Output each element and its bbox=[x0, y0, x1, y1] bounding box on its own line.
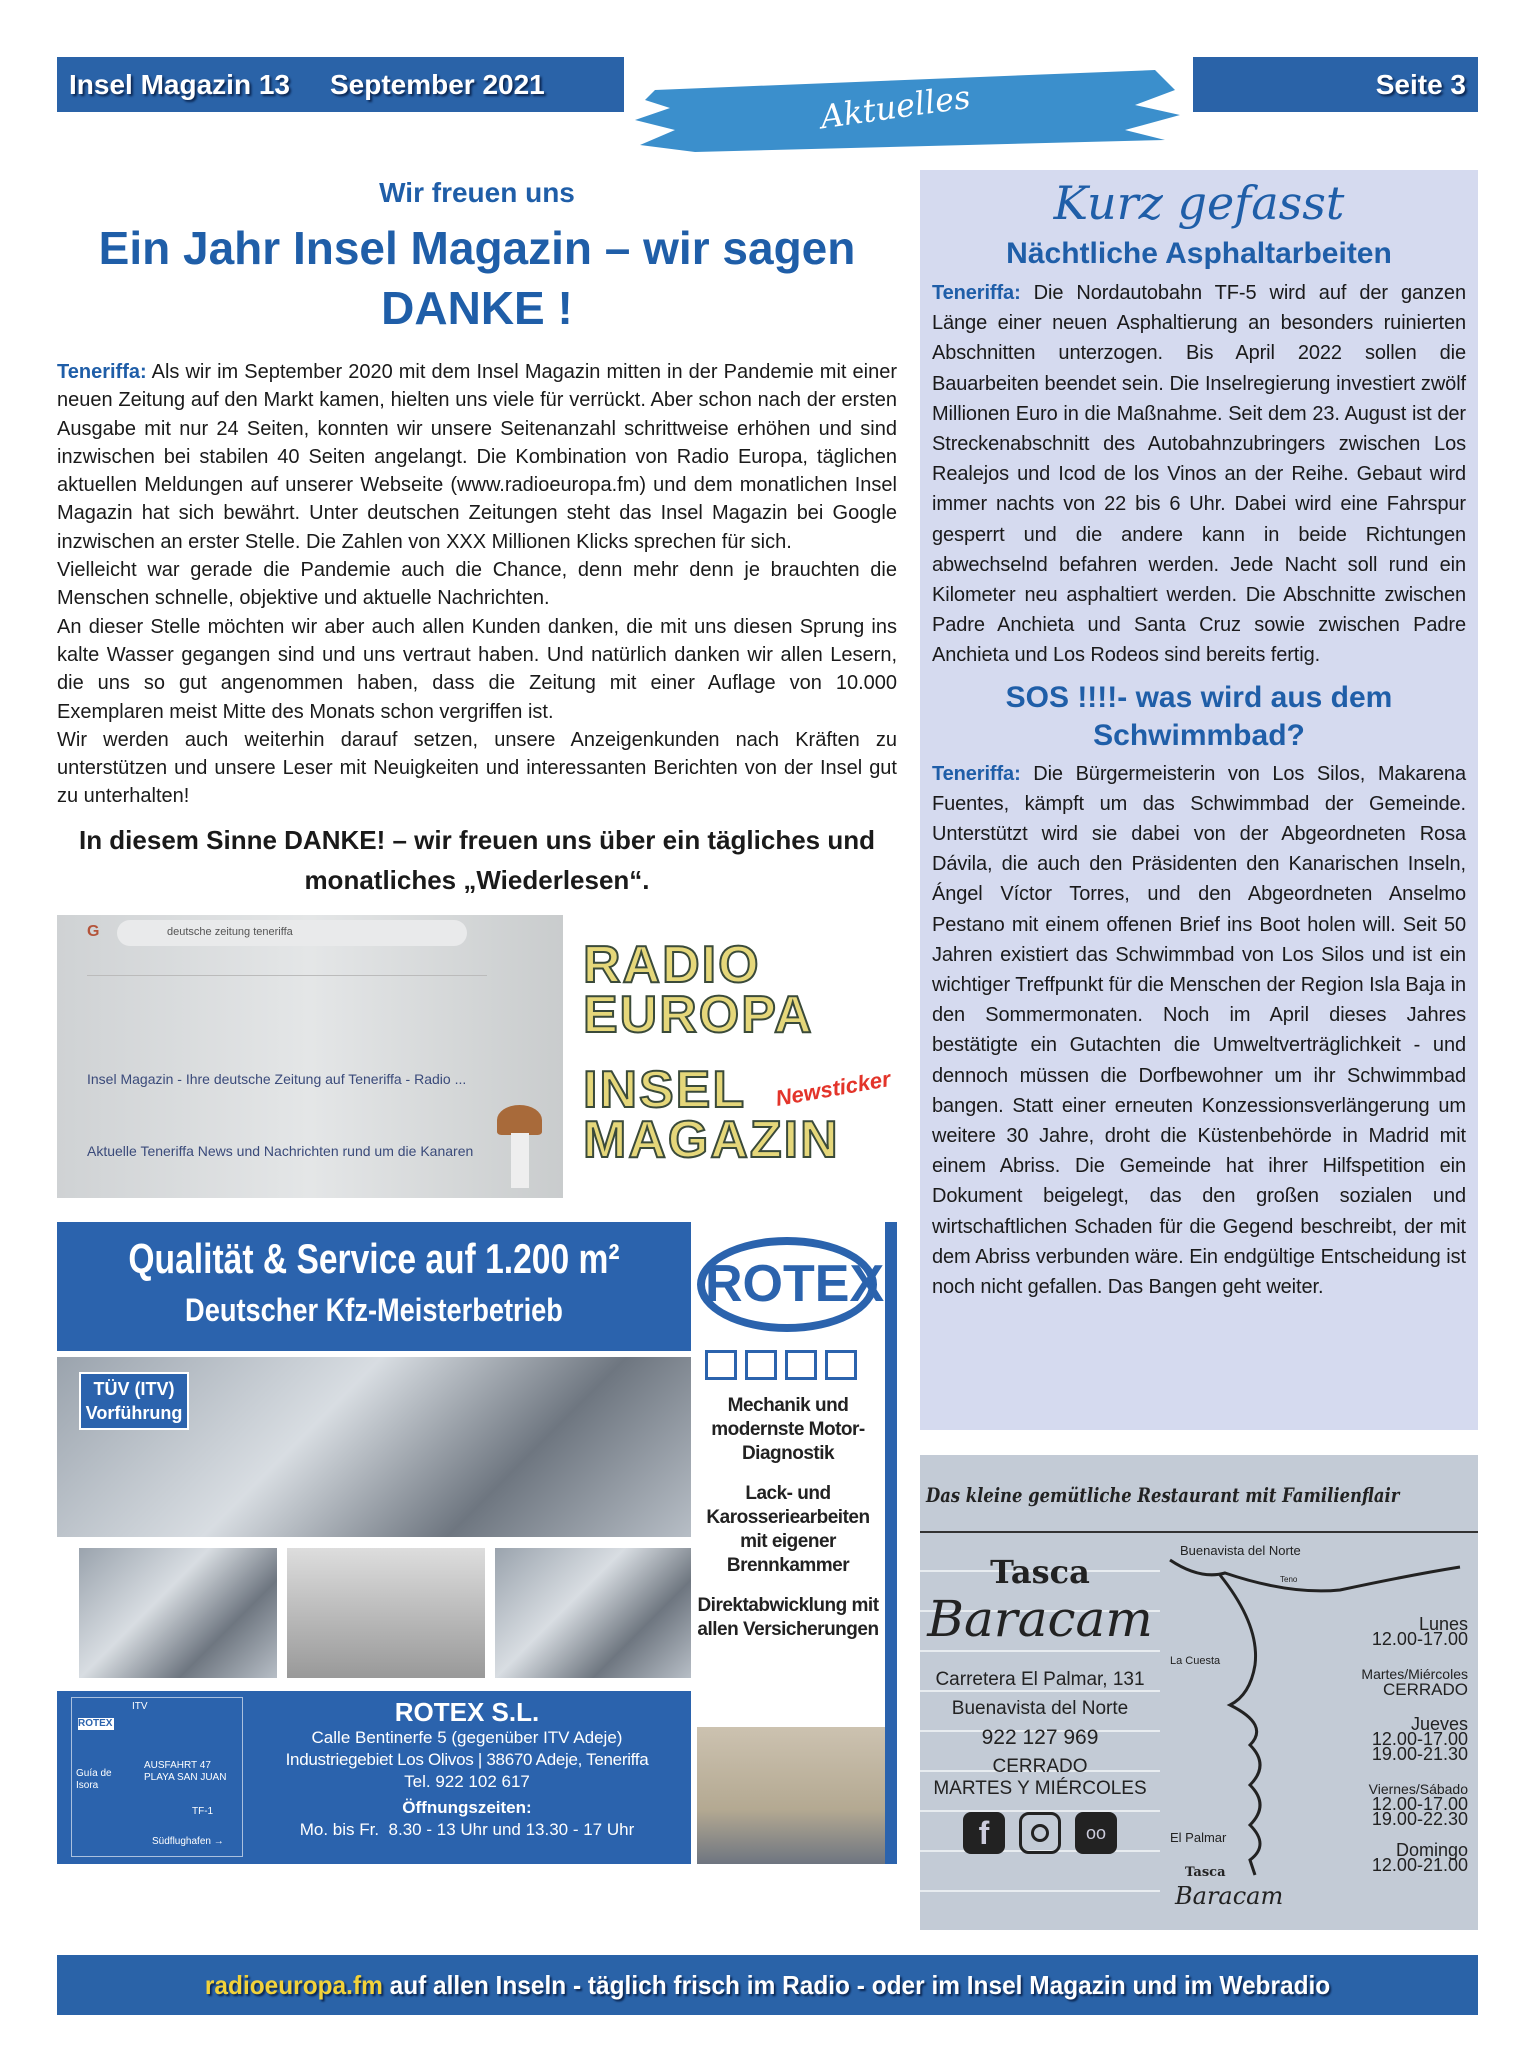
footer-line bbox=[205, 1970, 1330, 2001]
left-column bbox=[57, 170, 897, 1864]
insel-magazin-logo: INSEL MAGAZIN Newsticker bbox=[583, 1060, 893, 1169]
restaurant-ad: Das kleine gemütliche Restaurant mit Familienflair Tasca Baracam Carretera El Palmar, 131 Buenavista del Norte 922 127 969 CERRADO MARTES Y MIÉRCOLES f oo Buenavista del Norte Teno La Cuesta El Palmar Tasca Baracam Lunes 12.00-17.00 Martes/Miércoles CERRADO Jueves 12.00-17.00 19.00-21.30 Viernes/Sábado 12.00-17.00 19.00-22.30 Domingo 12.00-21.00 bbox=[920, 1455, 1478, 1930]
google-screenshot bbox=[57, 915, 563, 1198]
repair-photo bbox=[79, 1548, 277, 1678]
restaurant-tagline: Das kleine gemütliche Restaurant mit Familienflair bbox=[926, 1483, 1400, 1507]
restaurant-phone: 922 127 969 bbox=[981, 1726, 1099, 1749]
date-label: September 2021 bbox=[329, 68, 545, 100]
article-body bbox=[57, 358, 897, 811]
article-paragraph: Wir werden auch weiterhin darauf setzen, unsere Anzeigenkunden nach Kräften zu unterstützen und unsere Leser mit Neuigkeiten und interessanten Berichten von der Insel gut zu unterhalten! bbox=[57, 728, 897, 808]
search-result: Aktuelle Teneriffa News und Nachrichten rund um die Kanaren bbox=[87, 1142, 474, 1159]
restaurant-name: Tasca bbox=[990, 1553, 1090, 1591]
wrench-icon bbox=[705, 1350, 737, 1380]
ad-contact: ITV ROTEX Guía de Isora AUSFAHRT 47 PLAYA SAN JUAN TF-1 Südflughafen → ROTEX S.L. Calle Bentinerfe 5 (gegenüber ITV Adeje) Industriegebiet Los Olivos | 38670 Adeje, Teneriffa Tel. 922 102 617 Öffnungszeiten: Mo. bis Fr. 8.30 - 13 Uhr und 13.30 - 17 Uhr bbox=[57, 1691, 691, 1864]
restaurant-name: Baracam bbox=[927, 1590, 1153, 1648]
article-paragraph: Als wir im September 2020 mit dem Insel Magazin mitten in der Pandemie mit einer neuen Zeitung auf den Markt kamen, hielten uns viele für verrückt. Aber schon nach der ersten Ausgabe mit nur 24 Seiten, konnten wir unsere Seitenanzahl schrittweise erhöhen und sind inzwischen bei stabilen 40 Seiten angelangt. Die Kombination von Radio Europa, täglichen aktuellen Meldungen auf unserer Webseite (www.radioeuropa.fm) und dem monatlichen Insel Magazin hat sich bewährt. Unter deutschen Zeitungen steht das Insel Magazin bei Google inzwischen an erster Stelle. Die Zahlen von XXX Millionen Klicks sprechen für sich. bbox=[57, 361, 898, 553]
tuv-badge: TÜV (ITV) Vorführung bbox=[79, 1372, 189, 1430]
news-headline: SOS !!!!- was wird aus dem Schwimmbad? bbox=[1005, 680, 1393, 752]
diagnostic-icon bbox=[785, 1350, 817, 1380]
address-line: Industriegebiet Los Olivos | 38670 Adeje, Teneriffa bbox=[285, 1749, 649, 1769]
footer-text: auf allen Inseln - täglich frisch im Radio - oder im Insel Magazin und im Webradio bbox=[382, 1969, 1331, 2000]
image-row bbox=[57, 915, 897, 1198]
article-closing: In diesem Sinne DANKE! – wir freuen uns über ein tägliches und monatliches „Wiederlesen“. bbox=[78, 824, 876, 895]
page-number: Seite 3 bbox=[1193, 57, 1478, 112]
company-name: ROTEX S.L. bbox=[394, 1696, 540, 1727]
paint-booth-photo bbox=[287, 1548, 485, 1678]
news-body: Teneriffa: Die Bürgermeisterin von Los Silos, Makarena Fuentes, kämpft um das Schwimmbad der Gemeinde. Unterstützt wird sie dabei von der Abgeordneten Rosa Dávila, die auch den Präsidenten den Kanarischen Inseln, Ángel Víctor Torres, und den Abgeordneten Anselmo Pestano mit einem offenen Brief ins Boot holen will. Seit 50 Jahren existiert das Schwimmbad von Los Silos und ist ein wichtiger Treffpunkt für die Menschen der Region Isla Baja in den Sommermonaten. Noch im April dieses Jahres bestätigte ein Gutachten die Umweltverträglichkeit - und dennoch müssen die Dorfbewohner um ihr Schwimmbad bangen. Statt einer erneuten Konzessionsverlängerung um weitere 30 Jahre, droht die Küstenbehörde in Madrid mit einem Abriss. Die Gemeinde hat ihrer Hilfspetition ein Dokument beigelegt, das den großen sozialen und wirtschaftlichen Schaden für die Gegend beschreibt, der mit dem Abriss verbunden wäre. Ein endgültige Entscheidung ist noch nicht gefallen. Das Bangen geht weiter. bbox=[932, 762, 1466, 1299]
search-result: Insel Magazin - Ihre deutsche Zeitung auf Teneriffa - Radio ... bbox=[87, 1070, 467, 1087]
article-lead: Teneriffa: bbox=[57, 361, 147, 383]
issue-label: Insel Magazin 13 bbox=[69, 68, 290, 100]
footer-banner bbox=[57, 1955, 1478, 2015]
paint-icon bbox=[825, 1350, 857, 1380]
address-line: Calle Bentinerfe 5 (gegenüber ITV Adeje) bbox=[311, 1727, 623, 1747]
rotex-ad bbox=[57, 1222, 897, 1864]
instagram-icon[interactable] bbox=[1019, 1812, 1061, 1854]
restaurant-map: Buenavista del Norte Teno La Cuesta El Palmar Tasca Baracam Lunes 12.00-17.00 Martes/Miércoles CERRADO Jueves 12.00-17.00 19.00-21.30 Viernes/Sábado 12.00-17.00 19.00-22.30 Domingo 12.00-21.00 bbox=[1170, 1543, 1468, 1910]
footer-site-link[interactable]: radioeuropa.fm bbox=[204, 1969, 383, 2000]
restaurant-address: Carretera El Palmar, 131 bbox=[935, 1669, 1145, 1690]
section-label: Aktuelles bbox=[818, 77, 973, 137]
service-icons bbox=[705, 1350, 857, 1380]
google-logo: G bbox=[87, 922, 100, 940]
phone-number: Tel. 922 102 617 bbox=[404, 1771, 530, 1791]
facebook-icon[interactable]: f bbox=[963, 1812, 1005, 1854]
location-map: ITV ROTEX Guía de Isora AUSFAHRT 47 PLAYA SAN JUAN TF-1 Südflughafen → bbox=[71, 1697, 243, 1857]
opening-hours: Mo. bis Fr. 8.30 - 13 Uhr und 13.30 - 17 Uhr bbox=[299, 1819, 635, 1839]
service-item: Mechanik und modernste Motor-Diagnostik bbox=[711, 1394, 865, 1464]
article-headline: Ein Jahr Insel Magazin – wir sagen DANKE ! bbox=[98, 222, 856, 334]
sidebar-kurz-gefasst bbox=[920, 170, 1478, 1430]
building-photo bbox=[697, 1727, 885, 1864]
mushroom-image bbox=[497, 1105, 542, 1135]
tools-icon bbox=[745, 1350, 777, 1380]
crash-car-photo bbox=[495, 1548, 691, 1678]
article-kicker: Wir freuen uns bbox=[379, 177, 575, 208]
service-item: Direktabwicklung mit allen Versicherungen bbox=[697, 1594, 879, 1640]
sidebar-title: Kurz gefasst bbox=[1053, 176, 1345, 230]
header-left-bar bbox=[57, 57, 624, 112]
news-headline: Nächtliche Asphaltarbeiten bbox=[1006, 237, 1392, 270]
article-paragraph: Vielleicht war gerade die Pandemie auch die Chance, denn mehr denn je brauchten die Menschen schnelle, objektive und aktuelle Nachrichten. bbox=[57, 559, 897, 610]
ad-header bbox=[57, 1222, 691, 1351]
opening-hours: Lunes 12.00-17.00 Martes/Miércoles CERRADO Jueves 12.00-17.00 19.00-21.30 Viernes/Sábado 12.00-17.00 19.00-22.30 Domingo 12.00-21.00 bbox=[1361, 1614, 1468, 1875]
service-item: Lack- und Karosseriearbeiten mit eigener Brennkammer bbox=[706, 1482, 870, 1576]
section-brush bbox=[635, 60, 1185, 155]
search-query: deutsche zeitung teneriffa bbox=[117, 920, 467, 946]
ad-subheadline: Deutscher Kfz-Meisterbetrieb bbox=[185, 1291, 563, 1328]
rotex-logo: ROTEX bbox=[697, 1237, 877, 1332]
ad-headline: Qualität & Service auf 1.200 m² bbox=[128, 1234, 620, 1282]
news-body: Teneriffa: Die Nordautobahn TF-5 wird auf der ganzen Länge einer neuen Asphaltierung an besonders ruinierten Abschnitten unterzogen. Bis April 2022 sollen die Bauarbeiten beendet sein. Die Inselregierung investiert zwölf Millionen Euro in die Maßnahme. Seit dem 23. August ist der Streckenabschnitt des Autobahnzubringers zwischen Los Realejos und Icod de los Vinos an der Reihe. Gebaut wird immer nachts von 22 bis 6 Uhr. Dabei wird eine Fahrspur gesperrt und die andere kann in beide Richtungen abwechselnd befahren werden. Jede Nacht soll rund ein Kilometer neu asphaltiert werden. Die Abschnitte zwischen Padre Anchieta und Santa Cruz sowie zwischen Padre Anchieta und Los Rodeos sind bereits fertig. bbox=[932, 282, 1466, 667]
article-paragraph: An dieser Stelle möchten wir aber auch allen Kunden danken, die mit uns diesen Sprung ins kalte Wasser gegangen sind und uns vertraut haben. Und natürlich danken wir allen Lesern, die uns so gut angenommen haben, dass die Zeitung mit einer Auflage von 10.000 Exemplaren meist Mitte des Monats schon vergriffen ist. bbox=[57, 615, 897, 723]
newsticker-label: Newsticker bbox=[773, 1065, 893, 1111]
radio-europa-logo: RADIO EUROPA bbox=[583, 935, 814, 1044]
tripadvisor-icon[interactable]: oo bbox=[1075, 1812, 1117, 1854]
